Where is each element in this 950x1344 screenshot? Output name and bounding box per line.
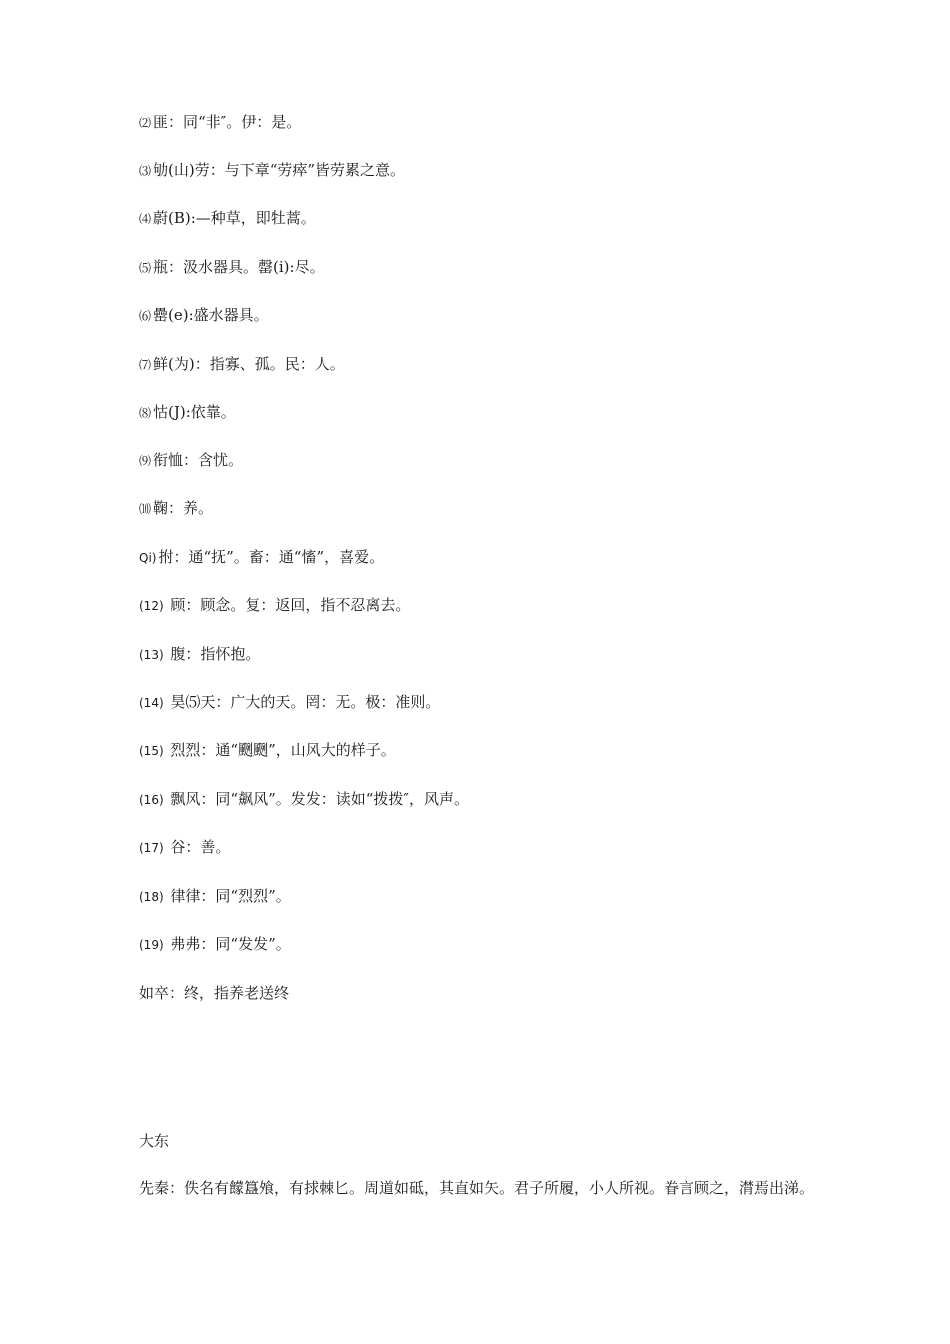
note-number: ⑻ (139, 406, 152, 420)
note-7 (139, 354, 345, 375)
last-note: 如卒：终，指养老送终 (139, 984, 290, 1002)
note-13 (139, 644, 260, 665)
note-text: 谷：善。 (170, 838, 231, 856)
note-5 (139, 257, 325, 278)
note-12 (139, 595, 410, 616)
note-number: (15) (139, 744, 164, 758)
note-text: 顾：顾念。复：返回，指不忍离去。 (170, 596, 411, 614)
note-number: ⑸ (139, 261, 152, 275)
note-text: 昊⑸天：广大的天。罔：无。极：准则。 (170, 693, 441, 711)
note-18 (139, 886, 291, 907)
note-number: ⑺ (139, 358, 152, 372)
note-11 (139, 547, 384, 568)
note-number: (16) (139, 793, 164, 807)
note-text: 鲜(为)：指寡、孤。民：人。 (153, 355, 345, 373)
note-text: 律律：同“烈烈”。 (170, 887, 291, 905)
note-number: (17) (139, 841, 164, 855)
note-number: ⑼ (139, 454, 152, 468)
note-number: (13) (139, 648, 164, 662)
section-title: 大东 (139, 1132, 170, 1150)
note-text: 衔恤：含忧。 (153, 451, 244, 469)
note-2 (139, 112, 301, 133)
note-text: 拊：通“抚”。畜：通“慉”，喜爱。 (158, 548, 385, 566)
note-number: (19) (139, 938, 164, 952)
note-text: 腹：指怀抱。 (170, 645, 261, 663)
note-17 (139, 837, 230, 858)
note-19 (139, 934, 291, 955)
note-text: 匪：同“非″。伊：是。 (153, 113, 302, 131)
note-number: (12) (139, 599, 164, 613)
note-number: (14) (139, 696, 164, 710)
note-3 (139, 160, 405, 181)
note-number: (18) (139, 890, 164, 904)
note-text: 弗弗：同“发发”。 (170, 935, 291, 953)
note-number: ⑶ (139, 164, 152, 178)
note-10 (139, 498, 213, 519)
note-text: 飘风：同“飙风”。发发：读如“拨拨″，风声。 (170, 790, 470, 808)
note-14 (139, 692, 440, 713)
note-text: 鞠：养。 (153, 499, 214, 517)
note-text: 蔚(B):—种草，即牡蒿。 (153, 209, 316, 227)
note-number: ⑽ (139, 502, 152, 516)
note-number: ⑹ (139, 309, 152, 323)
note-text: 罍(e):盛水器具。 (153, 306, 269, 324)
note-text: 劬(山)劳：与下章“劳瘁”皆劳累之意。 (153, 161, 406, 179)
note-4 (139, 208, 316, 229)
note-number: ⑷ (139, 212, 152, 226)
note-text: 怙(J):依靠。 (153, 403, 236, 421)
note-text: 烈烈：通“颲颲”，山风大的样子。 (170, 741, 396, 759)
note-number: ⑵ (139, 116, 152, 130)
note-16 (139, 789, 469, 810)
note-15 (139, 740, 396, 761)
note-number: Qi) (139, 551, 157, 565)
note-text: 瓶：汲水器具。罄(i):尽。 (153, 258, 325, 276)
note-8 (139, 402, 236, 423)
note-6 (139, 305, 269, 326)
poem-text: 先秦：佚名有饛簋飧，有捄棘匕。周道如砥，其直如矢。君子所履，小人所视。眷言顾之，潸焉出涕。 (139, 1179, 815, 1197)
note-9 (139, 450, 243, 471)
